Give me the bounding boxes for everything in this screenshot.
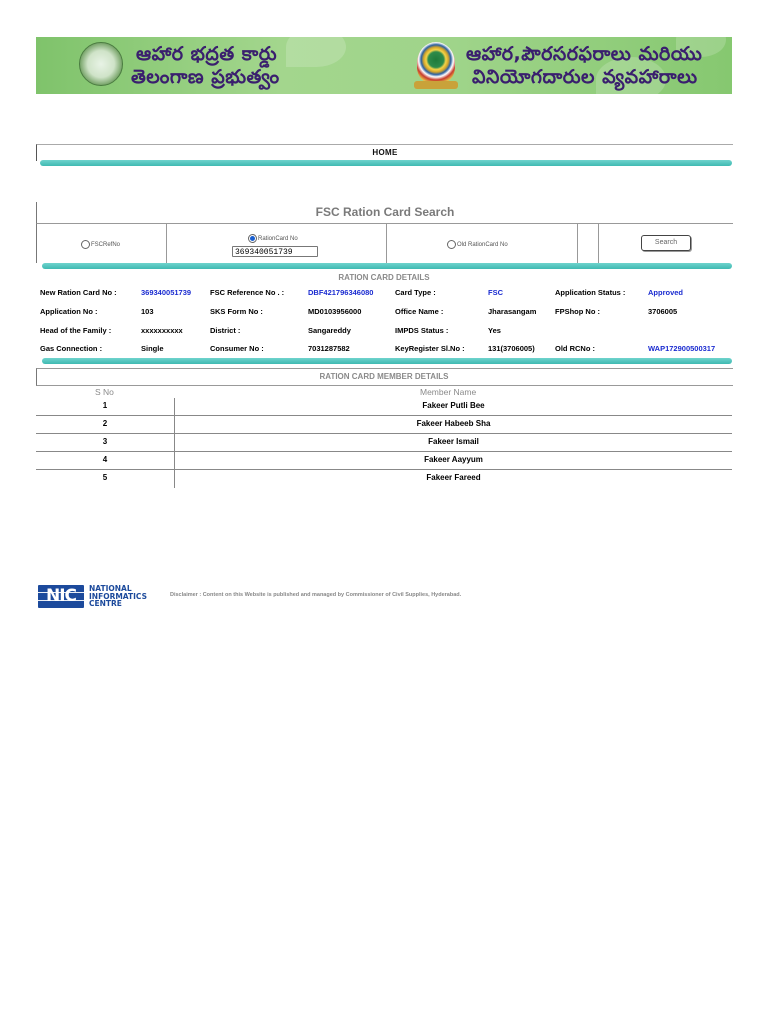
- cell-member-name: Fakeer Ismail: [428, 437, 479, 446]
- radio-rationcard[interactable]: [248, 234, 257, 243]
- ration-card-details-title: RATION CARD DETAILS: [338, 273, 430, 282]
- main-nav: [36, 144, 733, 161]
- label-old-rcno: Old RCNo :: [555, 344, 595, 353]
- cell-sno: 3: [102, 437, 108, 446]
- label-card-type: Card Type :: [395, 288, 436, 297]
- label-district: District :: [210, 326, 241, 335]
- label-keyregister-slno: KeyRegister Sl.No :: [395, 344, 465, 353]
- value-head-of-family: xxxxxxxxxx: [141, 326, 183, 335]
- value-old-rcno: WAP172900500317: [648, 344, 716, 353]
- label-application-status: Application Status :: [555, 288, 626, 297]
- divider-bar: [42, 263, 732, 269]
- member-details-title: RATION CARD MEMBER DETAILS: [319, 372, 449, 381]
- column-header-sno: S No: [95, 387, 114, 397]
- radio-label-oldrationcard: Old RationCard No: [457, 241, 508, 248]
- banner-title-right-1: ఆహార,పౌరసరఫరాలు మరియు: [466, 43, 703, 65]
- spacer-cell: [578, 224, 599, 263]
- nic-org-name: [89, 585, 147, 608]
- search-row: [36, 224, 733, 263]
- value-gas-connection: Single: [141, 344, 164, 353]
- label-fsc-reference-no: FSC Reference No . :: [210, 288, 285, 297]
- cell-sno: 4: [102, 455, 108, 464]
- cell-member-name: Fakeer Putli Bee: [422, 401, 485, 410]
- value-keyregister-slno: 131(3706005): [488, 344, 535, 353]
- option-cell-fscrefno: [37, 224, 167, 263]
- cell-member-name: Fakeer Fareed: [426, 473, 481, 482]
- label-fpshop-no: FPShop No :: [555, 307, 600, 316]
- disclaimer-text: Disclaimer : Content on this Website is published and managed by Commissioner of Civil Supplies, Hyderabad.: [170, 592, 462, 598]
- value-application-no: 103: [141, 307, 154, 316]
- banner-title-right-2: వినియోగదారుల వ్యవహారాలు: [472, 66, 698, 88]
- nic-org-line3: CENTRE: [89, 599, 122, 608]
- radio-label-fscrefno: FSCRefNo: [91, 241, 121, 248]
- nic-org-line1: NATIONAL: [89, 584, 132, 593]
- cell-member-name: Fakeer Habeeb Sha: [416, 419, 491, 428]
- value-new-ration-card-no: 369340051739: [141, 288, 192, 297]
- banner-title-left-1: ఆహార భద్రత కార్డు: [136, 43, 278, 65]
- header-banner: [36, 37, 732, 94]
- table-row: [36, 469, 732, 487]
- option-cell-oldrationcard: [387, 224, 578, 263]
- table-row: [36, 451, 732, 470]
- label-sks-form-no: SKS Form No :: [210, 307, 263, 316]
- option-cell-rationcard: [167, 224, 387, 263]
- cell-sno: 1: [102, 401, 108, 410]
- nic-logo-icon: [38, 585, 84, 608]
- nic-logo-text: NIC: [45, 586, 77, 606]
- emblem-ribbon: [414, 81, 458, 89]
- cell-sno: 2: [102, 419, 108, 428]
- value-fsc-reference-no: DBF421796346080: [308, 288, 374, 297]
- label-consumer-no: Consumer No :: [210, 344, 264, 353]
- radio-option-fscrefno[interactable]: [81, 236, 120, 254]
- civil-supplies-emblem-icon: [417, 42, 455, 84]
- label-office-name: Office Name :: [395, 307, 444, 316]
- label-application-no: Application No :: [40, 307, 98, 316]
- label-head-of-family: Head of the Family :: [40, 326, 112, 335]
- cell-sno: 5: [102, 473, 108, 482]
- cell-member-name: Fakeer Aayyum: [424, 455, 483, 464]
- value-card-type: FSC: [488, 288, 503, 297]
- value-fpshop-no: 3706005: [648, 307, 678, 316]
- divider-bar: [42, 358, 732, 364]
- label-impds-status: IMPDS Status :: [395, 326, 449, 335]
- value-district: Sangareddy: [308, 326, 351, 335]
- table-row: [36, 433, 732, 452]
- value-office-name: Jharasangam: [488, 307, 537, 316]
- rationcard-input[interactable]: 369340051739: [232, 246, 318, 257]
- label-new-ration-card-no: New Ration Card No :: [40, 288, 117, 297]
- radio-fscrefno[interactable]: [81, 240, 90, 249]
- search-button[interactable]: Search: [641, 235, 691, 251]
- table-row: [36, 397, 732, 416]
- table-column-divider: [174, 398, 175, 488]
- search-panel-header: [36, 202, 733, 224]
- radio-label-rationcard: RationCard No: [258, 235, 298, 242]
- radio-option-oldrationcard[interactable]: [447, 236, 508, 254]
- banner-title-left-2: తెలంగాణ ప్రభుత్వం: [131, 66, 280, 88]
- table-row: [36, 415, 732, 434]
- search-title: FSC Ration Card Search: [315, 205, 455, 219]
- nic-org-line2: INFORMATICS: [89, 591, 147, 601]
- value-consumer-no: 7031287582: [308, 344, 350, 353]
- telangana-emblem-icon: [79, 42, 123, 86]
- radio-oldrationcard[interactable]: [447, 240, 456, 249]
- value-application-status: Approved: [648, 288, 684, 297]
- divider-bar: [40, 160, 732, 166]
- label-gas-connection: Gas Connection :: [40, 344, 103, 353]
- column-header-member-name: Member Name: [420, 387, 477, 397]
- home-link[interactable]: HOME: [372, 148, 398, 157]
- value-sks-form-no: MD0103956000: [308, 307, 362, 316]
- value-impds-status: Yes: [488, 326, 501, 335]
